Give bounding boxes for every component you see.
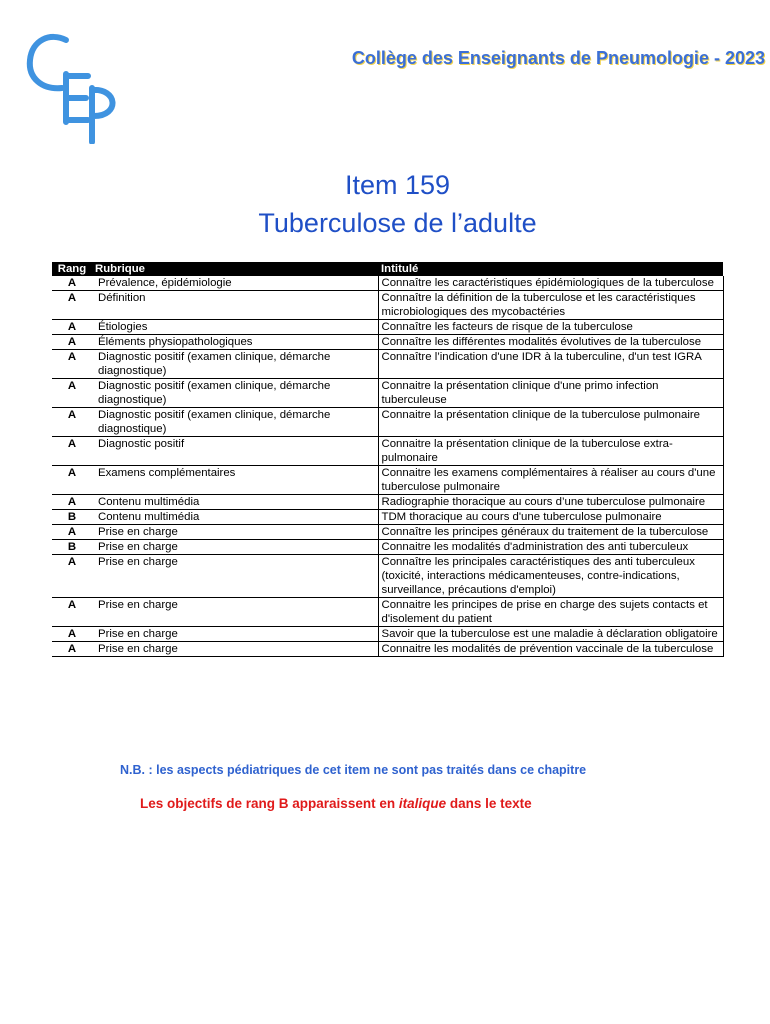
rang-cell: A	[52, 350, 92, 379]
rubrique-cell: Prévalence, épidémiologie	[92, 276, 378, 291]
table-row	[52, 510, 723, 525]
rubrique-cell: Prise en charge	[92, 540, 378, 555]
rubrique-cell: Diagnostic positif (examen clinique, démarche diagnostique)	[92, 350, 378, 379]
intitule-cell: Savoir que la tuberculose est une maladie à déclaration obligatoire	[378, 627, 723, 642]
intitule-cell: Connaitre la présentation clinique de la tuberculose extra-pulmonaire	[378, 437, 723, 466]
table-row	[52, 642, 723, 657]
rang-b-note-after: dans le texte	[446, 796, 532, 811]
rang-cell: A	[52, 627, 92, 642]
rang-cell: A	[52, 276, 92, 291]
rang-cell: A	[52, 466, 92, 495]
rubrique-cell: Diagnostic positif	[92, 437, 378, 466]
intitule-cell: Connaître la définition de la tuberculose et les caractéristiques microbiologiques des mycobactéries	[378, 291, 723, 320]
rang-cell: A	[52, 408, 92, 437]
objectives-table	[52, 262, 724, 657]
intitule-cell: Connaître les principes généraux du traitement de la tuberculose	[378, 525, 723, 540]
intitule-cell: Radiographie thoracique au cours d’une tuberculose pulmonaire	[378, 495, 723, 510]
rubrique-cell: Prise en charge	[92, 627, 378, 642]
rubrique-cell: Diagnostic positif (examen clinique, démarche diagnostique)	[92, 379, 378, 408]
table-row	[52, 291, 723, 320]
intitule-cell: Connaitre les modalités de prévention vaccinale de la tuberculose	[378, 642, 723, 657]
rubrique-cell: Contenu multimédia	[92, 495, 378, 510]
table-row	[52, 555, 723, 598]
rang-cell: A	[52, 555, 92, 598]
rang-b-note-italic: italique	[398, 796, 447, 811]
rang-cell: A	[52, 598, 92, 627]
rang-cell: A	[52, 320, 92, 335]
rang-cell: A	[52, 642, 92, 657]
rang-b-note	[140, 796, 532, 811]
table-row	[52, 437, 723, 466]
rubrique-cell: Prise en charge	[92, 525, 378, 540]
rang-cell: A	[52, 291, 92, 320]
rubrique-cell: Examens complémentaires	[92, 466, 378, 495]
intitule-cell: Connaitre la présentation clinique d'une primo infection tuberculeuse	[378, 379, 723, 408]
intitule-cell: Connaître les facteurs de risque de la tuberculose	[378, 320, 723, 335]
rubrique-cell: Contenu multimédia	[92, 510, 378, 525]
rang-cell: B	[52, 540, 92, 555]
cep-logo	[22, 26, 122, 144]
table-row	[52, 598, 723, 627]
rubrique-cell: Prise en charge	[92, 555, 378, 598]
intitule-cell: Connaître les principales caractéristiques des anti tuberculeux (toxicité, interactions médicamenteuses, contre-indications, surveillance, précautions d'emploi)	[378, 555, 723, 598]
intitule-cell: Connaître les différentes modalités évolutives de la tuberculose	[378, 335, 723, 350]
intitule-cell: TDM thoracique au cours d'une tuberculose pulmonaire	[378, 510, 723, 525]
table-row	[52, 525, 723, 540]
table-row	[52, 335, 723, 350]
intitule-cell: Connaitre les principes de prise en charge des sujets contacts et d'isolement du patient	[378, 598, 723, 627]
table-row	[52, 276, 723, 291]
nb-note: N.B. : les aspects pédiatriques de cet item ne sont pas traités dans ce chapitre	[120, 763, 587, 777]
col-header-rang: Rang	[52, 262, 92, 276]
table-row	[52, 540, 723, 555]
col-header-rubrique: Rubrique	[92, 262, 378, 276]
intitule-cell: Connaitre les modalités d'administration des anti tuberculeux	[378, 540, 723, 555]
rang-cell: A	[52, 437, 92, 466]
table-row	[52, 379, 723, 408]
intitule-cell: Connaître l’indication d'une IDR à la tuberculine, d'un test IGRA	[378, 350, 723, 379]
intitule-cell: Connaitre la présentation clinique de la tuberculose pulmonaire	[378, 408, 723, 437]
rang-cell: A	[52, 379, 92, 408]
table-row	[52, 466, 723, 495]
intitule-cell: Connaitre les examens complémentaires à réaliser au cours d'une tuberculose pulmonaire	[378, 466, 723, 495]
table-row	[52, 350, 723, 379]
college-header: Collège des Enseignants de Pneumologie - 2023	[351, 48, 765, 68]
item-number: Item 159	[344, 170, 451, 200]
table-row	[52, 320, 723, 335]
rubrique-cell: Prise en charge	[92, 642, 378, 657]
rubrique-cell: Prise en charge	[92, 598, 378, 627]
table-header-row	[52, 262, 723, 276]
table-row	[52, 408, 723, 437]
col-header-intitule: Intitulé	[378, 262, 723, 276]
rubrique-cell: Étiologies	[92, 320, 378, 335]
rang-cell: A	[52, 495, 92, 510]
rubrique-cell: Éléments physiopathologiques	[92, 335, 378, 350]
item-title: Tuberculose de l’adulte	[258, 208, 537, 238]
intitule-cell: Connaître les caractéristiques épidémiologiques de la tuberculose	[378, 276, 723, 291]
table-row	[52, 495, 723, 510]
table-row	[52, 627, 723, 642]
rubrique-cell: Diagnostic positif (examen clinique, démarche diagnostique)	[92, 408, 378, 437]
rang-b-note-before: Les objectifs de rang B apparaissent en	[140, 796, 399, 811]
rubrique-cell: Définition	[92, 291, 378, 320]
rang-cell: A	[52, 335, 92, 350]
rang-cell: B	[52, 510, 92, 525]
rang-cell: A	[52, 525, 92, 540]
